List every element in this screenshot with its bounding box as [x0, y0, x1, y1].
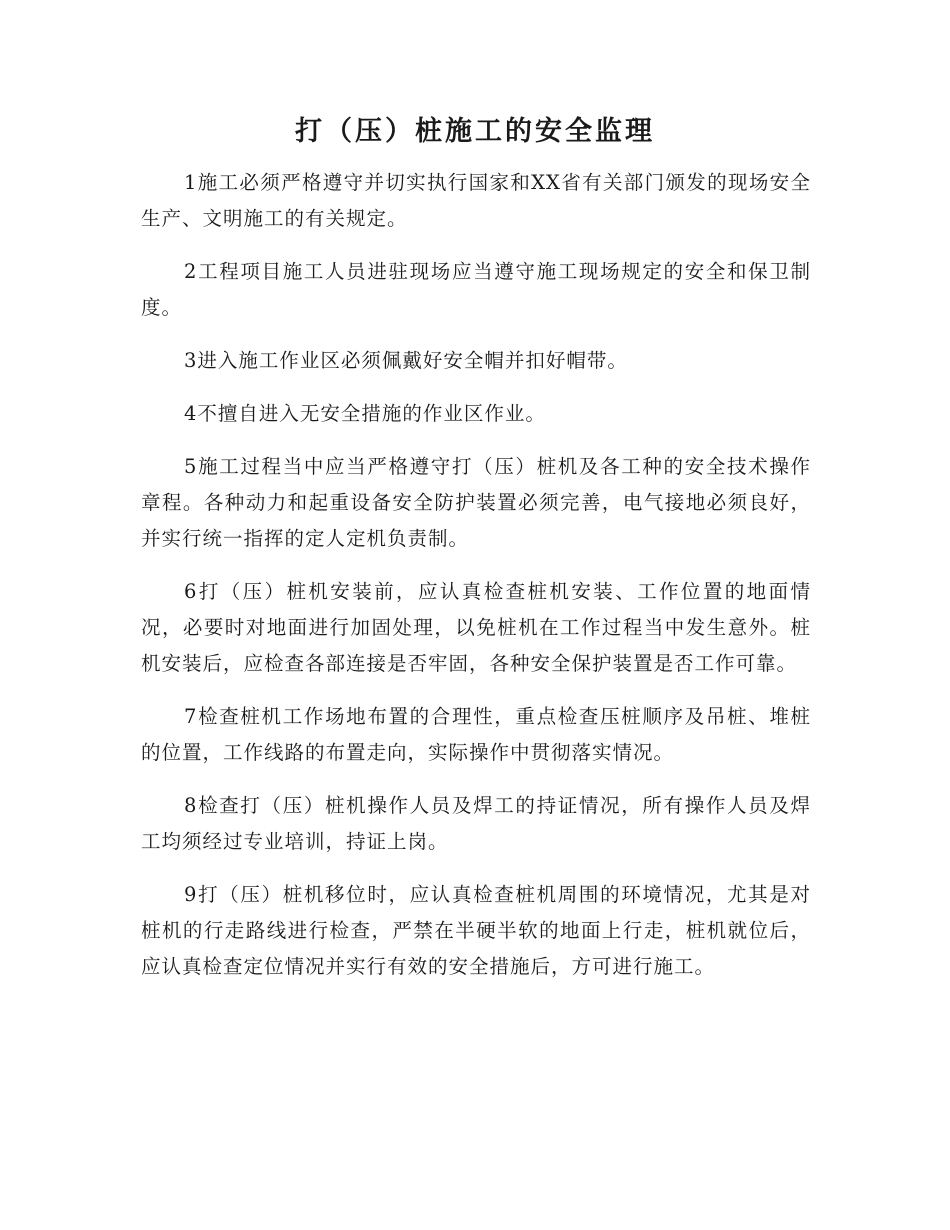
document-body — [141, 165, 811, 1002]
paragraph-3: 3进入施工作业区必须佩戴好安全帽并扣好帽带。 — [184, 349, 628, 372]
paragraph-7: 7检查桩机工作场地布置的合理性，重点检查压桩顺序及吊桩、堆桩的位置，工作线路的布置走向，实际操作中贯彻落实情况。 — [141, 705, 811, 764]
document-title: 打（压）桩施工的安全监理 — [295, 116, 655, 147]
paragraph-1: 1施工必须严格遵守并切实执行国家和XX省有关部门颁发的现场安全生产、文明施工的有关规定。 — [141, 171, 811, 230]
paragraph-5: 5施工过程当中应当严格遵守打（压）桩机及各工种的安全技术操作章程。各种动力和起重设备安全防护装置必须完善，电气接地必须良好，并实行统一指挥的定人定机负责制。 — [141, 455, 811, 550]
paragraph-9: 9打（压）桩机移位时，应认真检查桩机周围的环境情况，尤其是对桩机的行走路线进行检查，严禁在半硬半软的地面上行走，桩机就位后，应认真检查定位情况并实行有效的安全措施后，方可进行施工。 — [141, 883, 811, 978]
paragraph-8: 8检查打（压）桩机操作人员及焊工的持证情况，所有操作人员及焊工均须经过专业培训，持证上岗。 — [141, 794, 811, 853]
paragraph-6: 6打（压）桩机安装前，应认真检查桩机安装、工作位置的地面情况，必要时对地面进行加固处理，以免桩机在工作过程当中发生意外。桩机安装后，应检查各部连接是否牢固，各种安全保护装置是否工作可靠。 — [141, 580, 811, 675]
paragraph-2: 2工程项目施工人员进驻现场应当遵守施工现场规定的安全和保卫制度。 — [141, 260, 811, 319]
paragraph-4: 4不擅自进入无安全措施的作业区作业。 — [184, 402, 546, 425]
